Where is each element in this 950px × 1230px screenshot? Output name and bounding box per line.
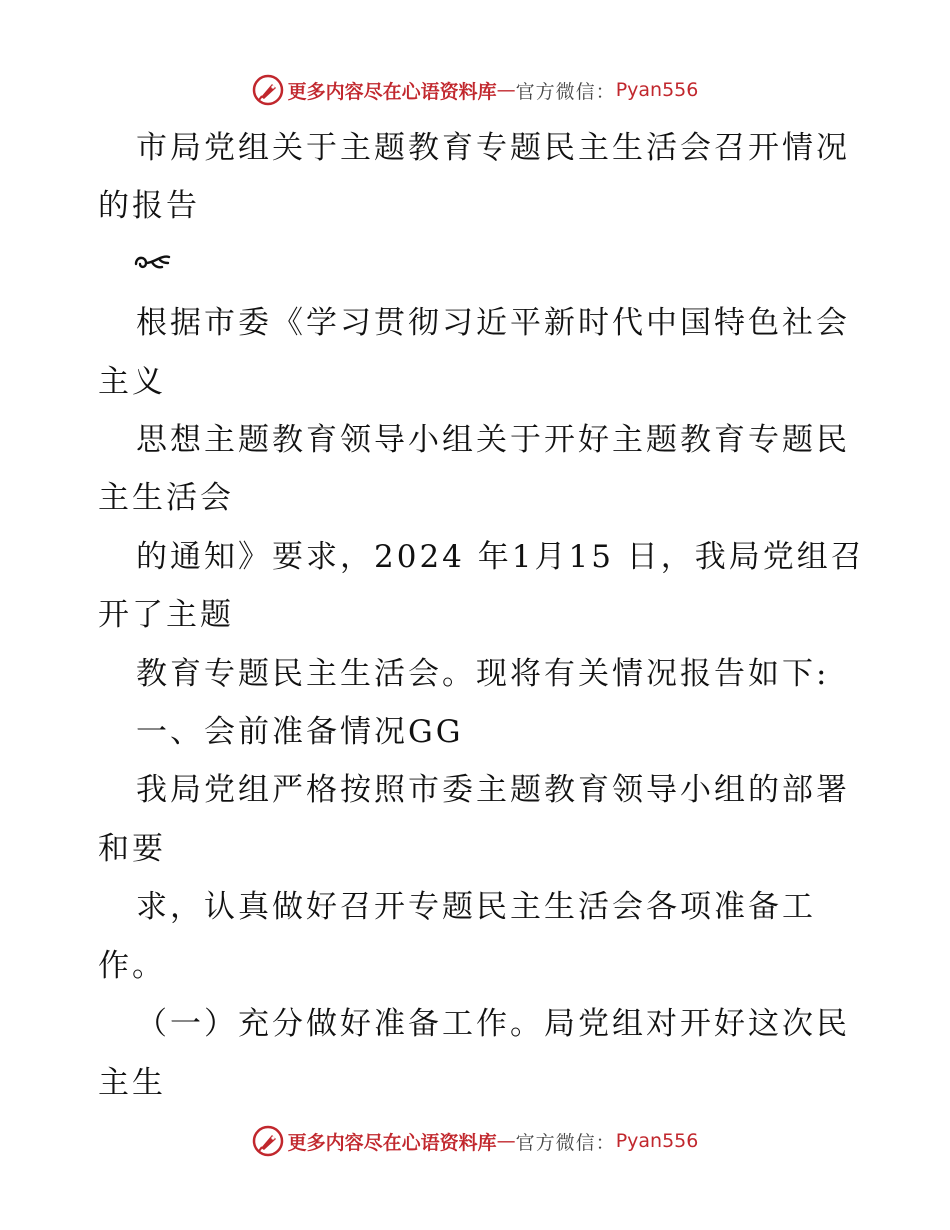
doc-line: 思想主题教育领导小组关于开好主题教育专题民 xyxy=(136,422,850,458)
banner-separator: — xyxy=(496,79,516,101)
doc-line: 教育专题民主生活会。现将有关情况报告如下: xyxy=(136,656,830,692)
banner-wechat-id: Pyan556 xyxy=(615,79,699,101)
doc-line: 根据市委《学习贯彻习近平新时代中国特色社会 xyxy=(136,305,850,341)
banner-wechat-id: Pyan556 xyxy=(615,1130,699,1152)
doc-line: 主生活会 xyxy=(98,480,234,516)
doc-line: 求，认真做好召开专题民主生活会各项准备工 xyxy=(136,889,816,925)
footer-banner xyxy=(0,1121,950,1161)
doc-line: 开了主题 xyxy=(98,597,234,633)
pen-nib-logo-icon xyxy=(252,1125,284,1157)
floral-ornament-icon xyxy=(132,248,172,278)
doc-title-line-1: 市局党组关于主题教育专题民主生活会召开情况 xyxy=(136,130,850,166)
banner-wechat-label: 官方微信： xyxy=(515,80,616,103)
doc-line: 作。 xyxy=(98,948,166,984)
doc-line: 我局党组严格按照市委主题教育领导小组的部署 xyxy=(136,772,850,808)
doc-line: 和要 xyxy=(98,831,166,867)
banner-main-text: 更多内容尽在心语资料库 xyxy=(287,80,497,103)
header-banner xyxy=(0,70,950,110)
banner-wechat-label: 官方微信： xyxy=(515,1131,616,1154)
doc-line: 主生 xyxy=(98,1065,166,1101)
section-heading: 一、会前准备情况GG xyxy=(136,714,464,750)
subsection-heading: （一）充分做好准备工作。局党组对开好这次民 xyxy=(136,1006,850,1042)
doc-line: 主义 xyxy=(98,364,166,400)
pen-nib-logo-icon xyxy=(252,74,284,106)
doc-title-line-2: 的报告 xyxy=(98,188,200,224)
banner-separator: — xyxy=(496,1130,516,1152)
doc-line: 的通知》要求，2024 年1月15 日，我局党组召 xyxy=(136,539,865,575)
banner-main-text: 更多内容尽在心语资料库 xyxy=(287,1131,497,1154)
